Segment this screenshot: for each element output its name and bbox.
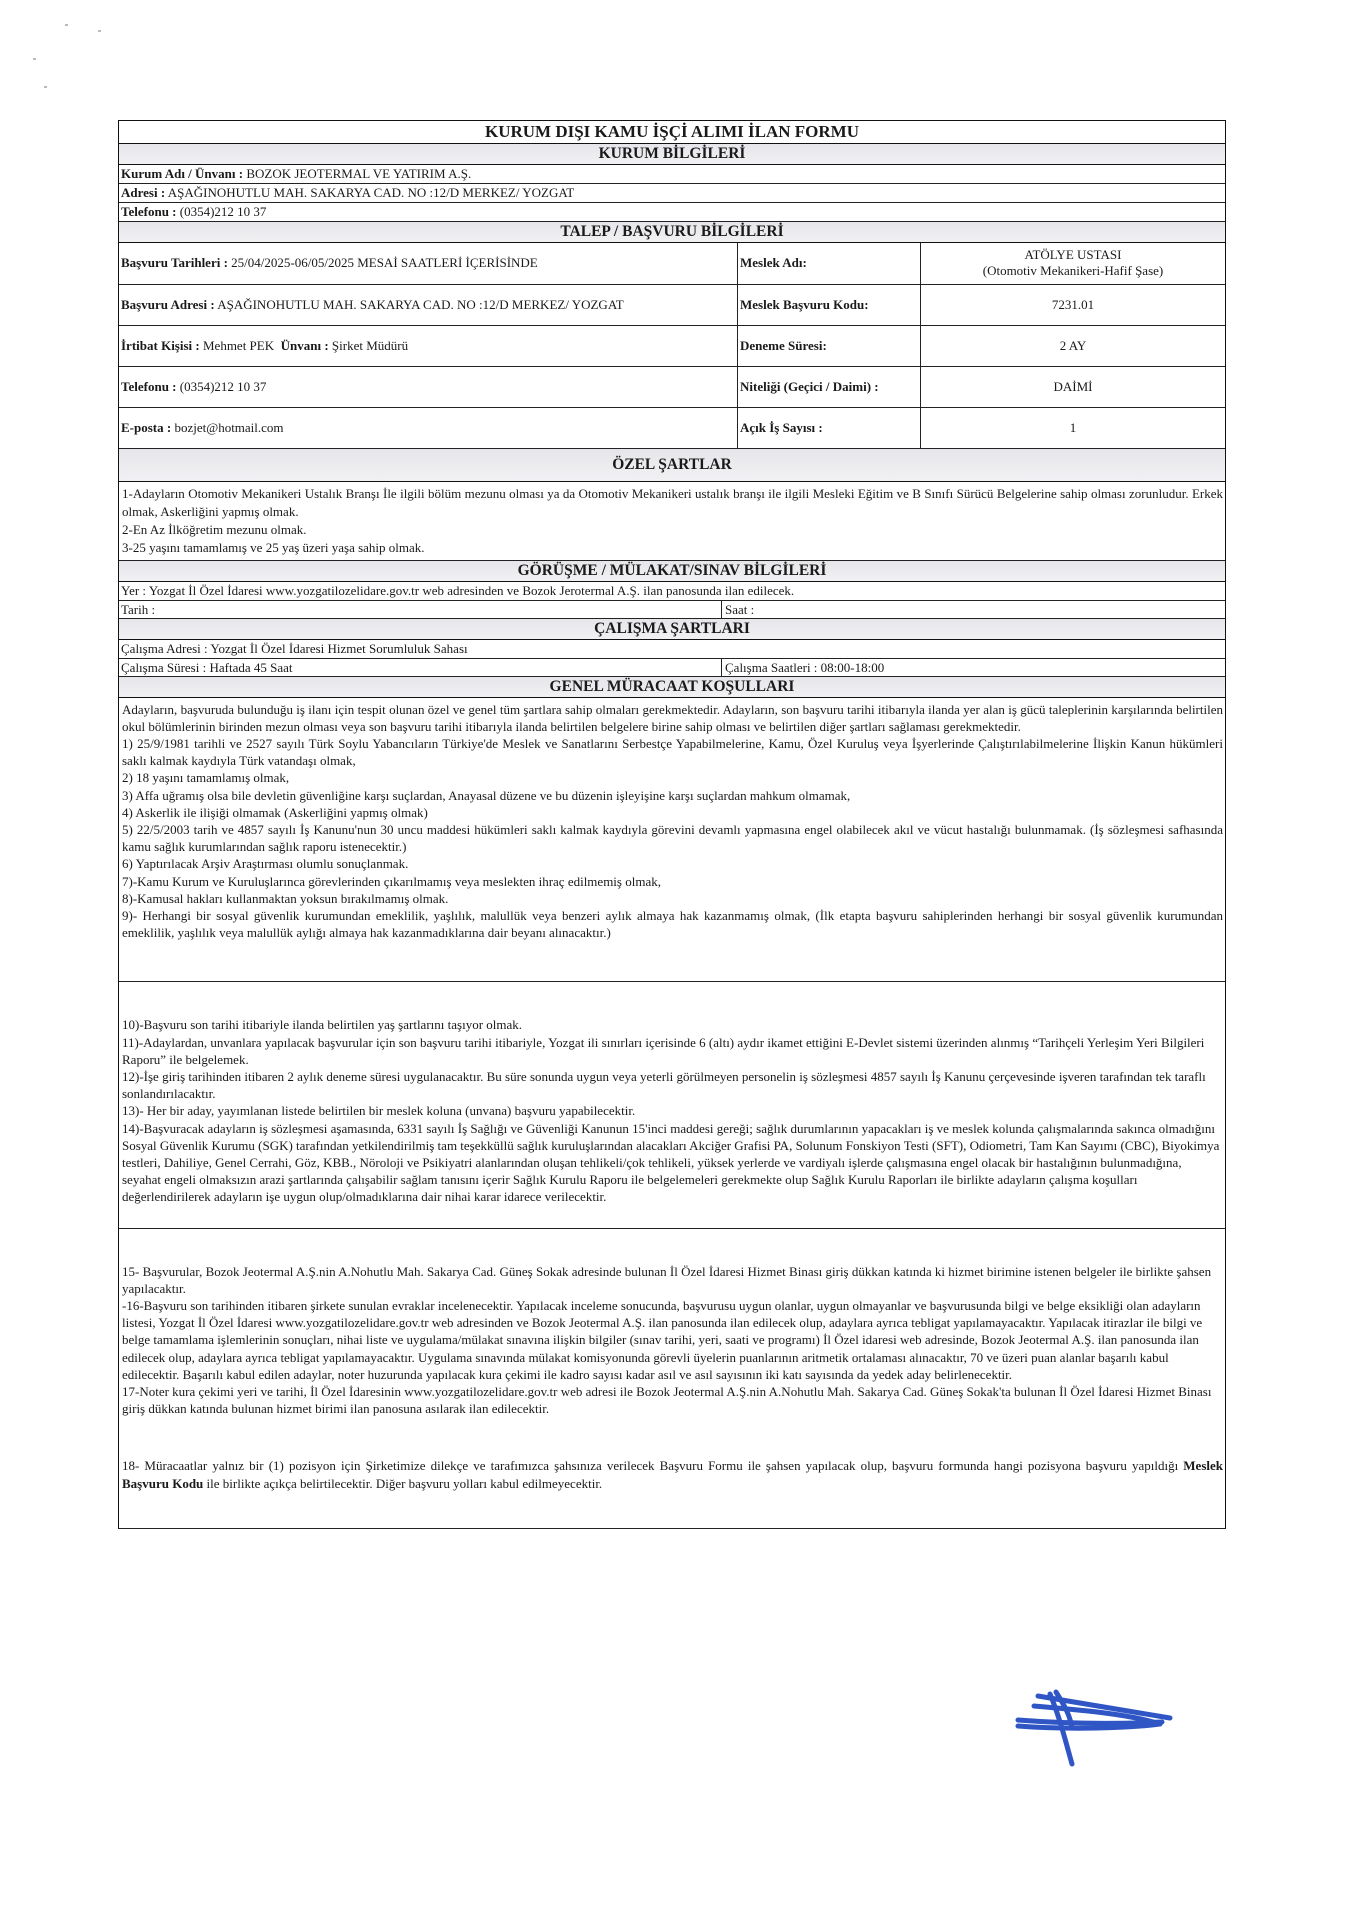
irtibat-cell: [119, 325, 738, 366]
email-cell: [119, 407, 738, 448]
email-label: E-posta :: [121, 419, 172, 435]
meslek-adi-line2: (Otomotiv Mekanikeri-Hafif Şase): [982, 263, 1164, 279]
genel-kosul-item: 4) Askerlik ile ilişiği olmamak (Askerliğini yapmış olmak): [122, 804, 428, 820]
genel-kosul-item: 12)-İşe giriş tarihinden itibaren 2 aylık deneme süresi uygulanacaktır. Bu süre sonunda uygun veya yeterli görülmeyen personelin iş sözleşmesi 4857 sayılı İş Kanunu çerçevesinde işveren tarafından tek taraflı sonlandırılacaktır.: [122, 1068, 1206, 1102]
genel-kosul-item: 5) 22/5/2003 tarih ve 4857 sayılı İş Kanunu'nun 30 uncu maddesi hükümleri saklı kalmak kaydıyla görevini devamlı yapmasına engel olabilecek akıl ve vücut hastalığı bulunmamak. (İş sözleşmesi safhasında kamu sağlık kurumlarından sağlık raporu istenecektir.): [122, 821, 1223, 855]
genel-kosullar-block-2: [119, 982, 1225, 1228]
section-gorusme: GÖRÜŞME / MÜLAKAT/SINAV BİLGİLERİ: [119, 561, 1225, 582]
signature-mark: [1010, 1688, 1180, 1768]
section-ozel-sartlar: ÖZEL ŞARTLAR: [119, 449, 1225, 482]
genel-kosul-item: 1) 25/9/1981 tarihli ve 2527 sayılı Türk Soylu Yabancıların Türkiye'de Meslek ve Sanatlarını Serbestçe Yapabilmelerine, Kamu, Özel Kuruluş veya İşyerlerinde Çalıştırılabilmelerine İlişkin Kanun hükümleri saklı kalmak kaydıyla Türk vatandaşı olmak,: [122, 735, 1223, 769]
kurum-phone-label: Telefonu :: [121, 204, 177, 219]
scan-speck: [98, 30, 101, 32]
ozel-sart-item: 2-En Az İlköğretim mezunu olmak.: [122, 521, 307, 537]
genel-kosullar-block-3: [119, 1229, 1225, 1529]
genel-kosul-item: 9)- Herhangi bir sosyal güvenlik kurumundan emeklilik, yaşlılık, malullük veya benzeri aylık almaya hak kazanmamış olmak, (İlk etapta başvuru sahiplerinden herhangi bir sosyal güvenlik kurumundan emeklilik, yaşlılık veya malullük aylığı almaya hak kazanmadıklarına dair beyanı alınacaktır.): [122, 907, 1223, 941]
kurum-address-value: AŞAĞINOHUTLU MAH. SAKARYA CAD. NO :12/D MERKEZ/ YOZGAT: [165, 185, 575, 200]
basvuru-adresi-cell: [119, 284, 738, 325]
kurum-address-label: Adresi :: [121, 185, 166, 200]
genel-kosul-item: 13)- Her bir aday, yayımlanan listede belirtilen bir meslek koluna (unvana) başvuru yapabilecektir.: [122, 1103, 636, 1119]
scan-speck: [33, 58, 36, 60]
table-row: [119, 407, 1225, 448]
ozel-sart-item: 1-Adayların Otomotiv Mekanikeri Ustalık Branşı İle ilgili bölüm mezunu olması ya da Otomotiv Mekanikeri ustalık branşı ile ilgili Mesleki Eğitim ve B Sınıfı Sürücü Belgelerine sahip olması zorunludur. Erkek olmak, Askerliğini yapmış olmak.: [122, 485, 1223, 519]
irtibat-label: İrtibat Kişisi :: [121, 337, 200, 353]
deneme-suresi-label: Deneme Süresi:: [738, 325, 921, 366]
genel-kosul-item-18: [122, 1457, 1223, 1491]
kurum-name-value: BOZOK JEOTERMAL VE YATIRIM A.Ş.: [243, 166, 472, 181]
section-calisma-sartlari: ÇALIŞMA ŞARTLARI: [119, 619, 1225, 640]
genel-kosul-item: 8)-Kamusal hakları kullanmaktan yoksun bırakılmamış olmak.: [122, 890, 449, 906]
section-talep-basvuru: TALEP / BAŞVURU BİLGİLERİ: [119, 222, 1225, 243]
calisma-saatleri: Çalışma Saatleri : 08:00-18:00: [725, 659, 885, 675]
genel-kosul-item: 11)-Adaylardan, unvanlara yapılacak başvurular için son başvuru tarihi itibariyle, Yozgat ili sınırları içerisinde 6 (altı) aydır ikamet ettiğini E-Devlet sistemi üzerinden alınmış “Tarihçeli Yerleşim Yeri Bilgileri Raporu” ile belgelemek.: [122, 1034, 1205, 1067]
basvuru-tarihleri-cell: [119, 243, 738, 284]
section-kurum-bilgileri: KURUM BİLGİLERİ: [119, 144, 1225, 165]
ozel-sartlar-list: [119, 482, 1225, 561]
kurum-name-row: [119, 165, 1225, 184]
meslek-adi-line1: ATÖLYE USTASI: [1024, 247, 1122, 263]
gorusme-tarih-saat-row: [119, 601, 1225, 619]
table-row: [119, 366, 1225, 407]
genel-kosul-item: 3) Affa uğramış olsa bile devletin güvenliğine karşı suçlardan, Anayasal düzene ve bu düzenin işleyişine karşı suçlardan mahkum olmamak,: [122, 787, 851, 803]
scan-speck: [44, 86, 47, 88]
table-row: [119, 243, 1225, 284]
scan-speck: [65, 24, 68, 26]
kurum-address-row: [119, 184, 1225, 203]
form-frame: [118, 120, 1226, 1529]
gorusme-yer: Yer : Yozgat İl Özel İdaresi www.yozgatilozelidare.gov.tr web adresinden ve Bozok Jerotermal A.Ş. ilan panosunda ilan edilecek.: [119, 582, 1225, 601]
talep-phone-label: Telefonu :: [121, 378, 177, 394]
basvuru-tarihleri-label: Başvuru Tarihleri :: [121, 255, 228, 271]
ozel-sart-item: 3-25 yaşını tamamlamış ve 25 yaş üzeri yaşa sahip olmak.: [122, 539, 425, 555]
genel-kosul-item: 15- Başvurular, Bozok Jeotermal A.Ş.nin A.Nohutlu Mah. Sakarya Cad. Güneş Sokak adresinde bulunan İl Özel İdaresi Hizmet Binası giriş dükkan katında ki hizmet birimine istenen belgeler ile birlikte şahsen yapılacaktır.: [122, 1263, 1212, 1296]
basvuru-tarihleri-value: 25/04/2025-06/05/2025 MESAİ SAATLERİ İÇERİSİNDE: [227, 255, 538, 271]
item18-text-before: 18- Müracaatlar yalnız bir (1) pozisyon için Şirketimize dilekçe ve tarafımızca şahsınıza verilecek Başvuru Formu ile şahsen yapılacak olup, başvuru formunda hangi pozisyona başvuru yapıldığı: [122, 1458, 1184, 1474]
talep-phone-value: (0354)212 10 37: [176, 378, 267, 394]
deneme-suresi-value: 2 AY: [921, 325, 1226, 366]
genel-kosul-item: 17-Noter kura çekimi yeri ve tarihi, İl Özel İdaresinin www.yozgatilozelidare.gov.tr web adresi ile Bozok Jeotermal A.Ş.nin A.Nohutlu Mah. Sakarya Cad. Güneş Sokak'ta bulunan İl Özel İdaresi Hizmet Binası giriş dükkan katında bulunan hizmet birimi ilan panosuna asılarak ilan edilecektir.: [122, 1384, 1212, 1417]
calisma-suresi: Çalışma Süresi : Haftada 45 Saat: [119, 659, 722, 676]
irtibat-value: Mehmet PEK: [199, 337, 275, 353]
niteligi-value: DAİMİ: [921, 366, 1226, 407]
talep-table: [119, 243, 1225, 449]
genel-kosul-item: 2) 18 yaşını tamamlamış olmak,: [122, 770, 290, 786]
niteligi-label: Niteliği (Geçici / Daimi) :: [738, 366, 921, 407]
item18-bold-code: Meslek Başvuru Kodu: [122, 1458, 1223, 1491]
acik-is-sayisi-label: Açık İş Sayısı :: [738, 407, 921, 448]
kurum-phone-value: (0354)212 10 37: [176, 204, 267, 219]
section-genel-muracaat: GENEL MÜRACAAT KOŞULLARI: [119, 677, 1225, 698]
gorusme-saat: Saat :: [725, 601, 755, 617]
kurum-phone-row: [119, 203, 1225, 222]
gorusme-tarih: Tarih :: [119, 601, 722, 618]
meslek-adi-value: [921, 243, 1226, 284]
unvan-label: Ünvanı :: [280, 337, 329, 353]
basvuru-adresi-label: Başvuru Adresi :: [121, 296, 215, 312]
kurum-name-label: Kurum Adı / Ünvanı :: [121, 166, 244, 181]
form-title: KURUM DIŞI KAMU İŞÇİ ALIMI İLAN FORMU: [119, 121, 1225, 144]
meslek-kodu-value: 7231.01: [921, 284, 1226, 325]
acik-is-sayisi-value: 1: [921, 407, 1226, 448]
genel-kosullar-block-1: [119, 698, 1225, 983]
genel-kosul-item: 6) Yaptırılacak Arşiv Araştırması olumlu sonuçlanmak.: [122, 856, 409, 872]
genel-kosul-item: 14)-Başvuracak adayların iş sözleşmesi aşamasında, 6331 sayılı İş Sağlığı ve Güvenliği Kanunun 15'inci maddesi gereği; sağlık durumlarının yapacakları iş ve meslek kolunda çalışmalarında sakınca olmadığını Sosyal Güvenlik Kurumu (SGK) tarafından yetkilendirilmiş tam teşekküllü sağlık kuruluşlarından alacakları Akciğer Grafisi PA, Solunum Fonskiyon Testi (SFT), Odiometri, Tam Kan Sayımı (CBC), Biyokimya testleri, Dahiliye, Genel Cerrahi, Göz, KBB., Nöroloji ve Psikiyatri alanlarından oluşan tehlikeli/çok tehlikeli, yüksek yerlerde ve vardiyalı işlerde çalışmasına engel olacak bir hastalığının bulunmadığına, seyahat engeli olmaksızın arazi şartlarında çalışabilir sağlam tanısını içerir Sağlık Kurulu Raporu ile belgelemeleri gerekmekte olup Sağlık Kurulu Raporları ile birlikte adayların çalışma koşulları değerlendirilerek adayların işe uygun olup/olmadıklarına dair nihai karar idarece verilecektir.: [122, 1120, 1220, 1205]
signature-stroke: [1018, 1720, 1162, 1723]
genel-kosul-item: 10)-Başvuru son tarihi itibariyle ilanda belirtilen yaş şartlarını taşıyor olmak.: [122, 1017, 523, 1033]
genel-kosul-item: 7)-Kamu Kurum ve Kuruluşlarınca görevlerinden çıkarılmamış veya meslekten ihraç edilmemiş olmak,: [122, 873, 661, 889]
job-posting-form: [118, 120, 1226, 1529]
talep-phone-cell: [119, 366, 738, 407]
meslek-kodu-label: Meslek Başvuru Kodu:: [738, 284, 921, 325]
unvan-value: Şirket Müdürü: [328, 337, 409, 353]
table-row: [119, 284, 1225, 325]
item18-text-after: ile birlikte açıkça belirtilecektir. Diğer başvuru yolları kabul edilmeyecektir.: [203, 1475, 603, 1491]
basvuru-adresi-value: AŞAĞINOHUTLU MAH. SAKARYA CAD. NO :12/D MERKEZ/ YOZGAT: [214, 296, 624, 312]
calisma-sure-saat-row: [119, 659, 1225, 677]
table-row: [119, 325, 1225, 366]
email-value: bozjet@hotmail.com: [171, 419, 284, 435]
genel-kosul-intro: Adayların, başvuruda bulunduğu iş ilanı için tespit olunan özel ve genel tüm şartlara sahip olmaları gerekmektedir. Adayların, son başvuru tarihi itibarıyla ilanda yer alan iş gücü taleplerinin karşılarında belirtilen okul bölümlerinin birinden mezun olması veya son başvuru tarihi itibarıyla ilanda belirtilen belgelere birine sahip olması ve belirtilen diğer şartları sağlaması gerekmektedir.: [122, 701, 1223, 734]
calisma-adresi: Çalışma Adresi : Yozgat İl Özel İdaresi Hizmet Sorumluluk Sahası: [119, 640, 1225, 659]
meslek-adi-label: Meslek Adı:: [738, 243, 921, 284]
genel-kosul-item: -16-Başvuru son tarihinden itibaren şirkete sunulan evraklar incelenecektir. Yapılacak inceleme sonucunda, başvurusu uygun olanlar, uygun olmayanlar ve başvurusunda bilgi ve belge eksikliği olan adayların listesi, Yozgat İl Özel İdaresi www.yozgatilozelidare.gov.tr web adresinden ve Bozok Jeotermal A.Ş. ilan panosunda ilan edilecek olup, adaylara ayrıca tebligat yapılamayacaktır. Yapılacak itirazlar ile bilgi ve belge tamamlama işlemlerinin sonuçları, nihai liste ve uygulama/mülakat sınavına ilişkin bilgiler (sınav tarihi, yeri, saati ve programı) İl Özel idaresi web adresinde, Bozok Jeotermal A.Ş. ilan panosunda ilan edilecek olup, adaylara ayrıca tebligat yapılamayacaktır. Uygulama sınavında mülakat komisyonunda görevli üyelerin puanlarının aritmetik ortalaması alınacaktır, 70 ve üzeri puan alanlar başarılı kabul edilecektir. Başarılı kabul edilen adaylar, noter huzurunda yapılacak kura çekimi ile kadro sayısı kadar asıl ve asıl sayısının iki katı sayısında da yedek aday belirlenecektir.: [122, 1297, 1203, 1382]
